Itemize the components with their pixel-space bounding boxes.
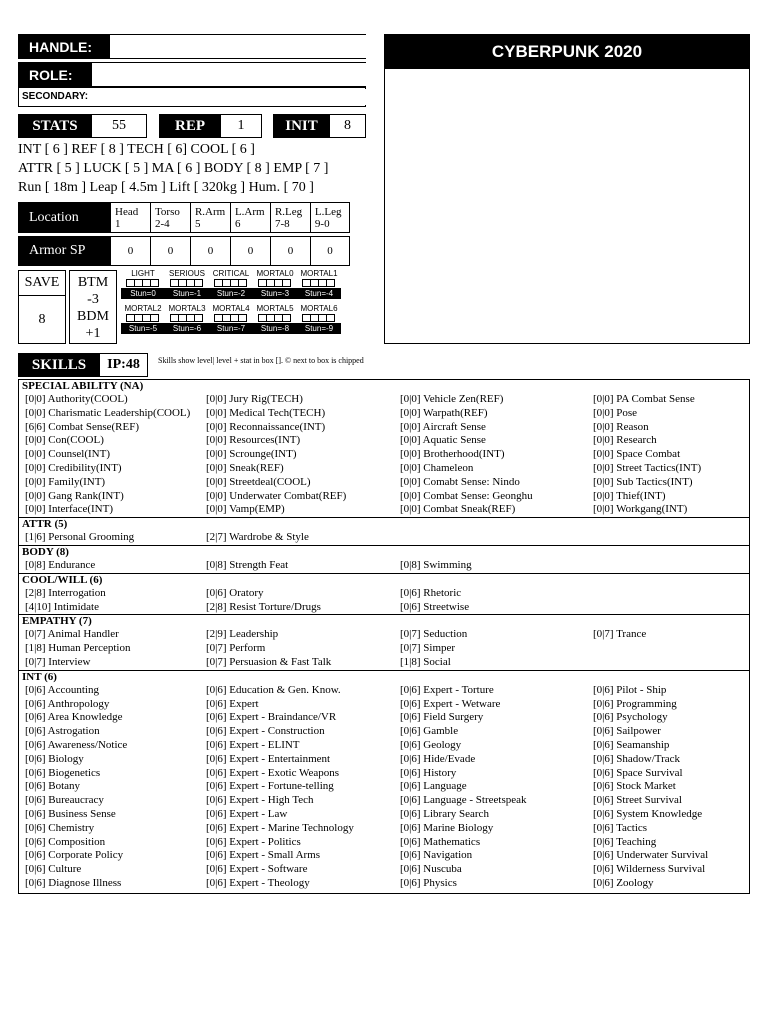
stun-value: Stun=-3 (253, 288, 297, 299)
skill-item[interactable]: [0|0] Combat Sense: Geonghu (400, 489, 533, 502)
skill-item[interactable]: [0|6] Language - Streetspeak (400, 794, 527, 807)
skill-item[interactable]: [0|6] Expert - Marine Technology (206, 821, 354, 834)
wound-checkboxes[interactable] (297, 314, 341, 322)
stun-value: Stun=-9 (297, 323, 341, 334)
skill-column (206, 531, 400, 545)
skill-item[interactable]: [0|0] Reason (593, 420, 649, 433)
skill-column (25, 559, 206, 573)
skill-item[interactable]: [0|7] Persuasion & Fast Talk (206, 655, 332, 668)
wound-label: MORTAL4 (212, 304, 250, 313)
skill-item[interactable]: [2|7] Wardrobe & Style (206, 531, 309, 544)
wound-boxes-2 (121, 314, 341, 322)
secondary-input[interactable] (99, 89, 371, 105)
skill-item[interactable]: [0|6] Geology (400, 738, 462, 751)
skill-item[interactable]: [0|6] Culture (25, 863, 82, 876)
wound-label: MORTAL3 (168, 304, 206, 313)
armor-row (18, 236, 350, 266)
skill-item[interactable]: [0|0] Pose (593, 406, 638, 419)
skill-section (19, 545, 749, 573)
wound-track-row-2 (121, 304, 341, 334)
stun-row-2 (121, 323, 341, 334)
skill-column (400, 393, 593, 517)
skills-table (18, 379, 750, 894)
handle-row (18, 34, 366, 59)
skill-item[interactable]: [0|6] Expert - Fortune-telling (206, 780, 334, 793)
role-input[interactable] (92, 63, 377, 86)
skill-item[interactable]: [0|6] History (400, 766, 457, 779)
skill-column (206, 393, 400, 517)
skill-column (400, 684, 593, 891)
skills-header (18, 353, 148, 377)
skill-item[interactable]: [0|0] PA Combat Sense (593, 393, 695, 405)
stat-line-3: Run [ 18m ] Leap [ 4.5m ] Lift [ 320kg ] Hum. [ 70 ] (18, 180, 314, 195)
skill-column (593, 393, 755, 517)
wound-checkboxes[interactable] (165, 314, 209, 322)
ip-value: IP:48 (100, 354, 147, 376)
stun-value: Stun=0 (121, 288, 165, 299)
skill-item[interactable]: [0|6] Zoology (593, 876, 654, 889)
wound-checkboxes[interactable] (165, 279, 209, 287)
skill-item[interactable]: [0|0] Scrounge(INT) (206, 448, 297, 461)
skill-section-title: EMPATHY (7) (22, 615, 92, 628)
skill-item[interactable]: [0|8] Endurance (25, 558, 96, 571)
wound-label: CRITICAL (212, 269, 250, 278)
skill-item[interactable]: [0|0] Reconnaissance(INT) (206, 420, 326, 433)
skill-column (206, 628, 400, 669)
skill-section-title: ATTR (5) (22, 518, 68, 531)
skills-label: SKILLS (31, 356, 87, 373)
skill-item[interactable]: [0|0] Interface(INT) (25, 503, 114, 516)
skill-item[interactable]: [0|0] Research (593, 434, 657, 447)
skill-column (206, 684, 400, 891)
skill-item[interactable]: [2|8] Resist Torture/Drugs (206, 600, 321, 613)
stun-value: Stun=-5 (121, 323, 165, 334)
skill-item[interactable]: [0|6] Awareness/Notice (25, 738, 128, 751)
skill-item[interactable]: [0|6] Bureaucracy (25, 794, 104, 807)
skill-column (25, 531, 206, 545)
skill-item[interactable]: [0|6] Seamanship (593, 738, 670, 751)
skill-item[interactable]: [6|6] Combat Sense(REF) (25, 420, 140, 433)
skill-item[interactable]: [0|6] Library Search (400, 807, 489, 820)
skill-section (19, 517, 749, 545)
skill-item[interactable]: [0|7] Interview (25, 655, 91, 668)
wound-checkboxes[interactable] (209, 279, 253, 287)
skill-column (206, 587, 400, 615)
skill-item[interactable]: [0|0] Con(COOL) (25, 434, 104, 447)
skill-item[interactable]: [0|6] Field Surgery (400, 711, 484, 724)
skill-item[interactable]: [0|0] Street Tactics(INT) (593, 461, 702, 474)
wound-label: MORTAL5 (256, 304, 294, 313)
skill-item[interactable]: [0|6] Expert - Law (206, 807, 288, 820)
skill-item[interactable]: [1|8] Human Perception (25, 642, 131, 655)
skill-item[interactable]: [0|6] Sailpower (593, 725, 661, 738)
skill-item[interactable]: [0|0] Vamp(EMP) (206, 503, 285, 516)
skill-section (19, 670, 749, 891)
skill-item[interactable]: [4|10] Intimidate (25, 600, 99, 613)
skill-column (593, 628, 755, 669)
skill-item[interactable]: [0|6] Underwater Survival (593, 849, 709, 862)
skill-item[interactable]: [2|9] Leadership (206, 628, 279, 641)
init-box (273, 114, 366, 138)
location-r-arm: R.Arm 5 (190, 203, 230, 232)
skill-item[interactable]: [0|0] Sub Tactics(INT) (593, 475, 693, 488)
skill-grid (19, 587, 749, 615)
skill-item[interactable]: [0|6] Stock Market (593, 780, 676, 793)
skill-sections (19, 380, 749, 891)
skill-item[interactable]: [0|6] Language (400, 780, 467, 793)
stun-value: Stun=-7 (209, 323, 253, 334)
skill-column (206, 559, 400, 573)
skill-item[interactable]: [0|6] Anthropology (25, 697, 110, 710)
wound-label: LIGHT (131, 269, 155, 278)
location-l-leg: L.Leg 9-0 (310, 203, 349, 232)
skill-item[interactable]: [0|6] Expert - Small Arms (206, 849, 321, 862)
skill-item[interactable]: [0|0] Counsel(INT) (25, 448, 110, 461)
skill-section-title: COOL/WILL (6) (22, 573, 103, 586)
skill-item[interactable]: [0|7] Simper (400, 642, 456, 655)
skill-column (593, 587, 755, 615)
btm-bdm-box (69, 270, 117, 344)
skill-item[interactable]: [0|6] Expert - Construction (206, 725, 325, 738)
skill-section (19, 573, 749, 615)
skill-item[interactable]: [0|0] Charismatic Leadership(COOL) (25, 406, 191, 419)
skills-note: Skills show level| level + stat in box []. © next to box is chipped (158, 356, 364, 365)
btm-value: -3 (87, 292, 99, 307)
wound-checkboxes[interactable] (253, 279, 297, 287)
wound-checkboxes[interactable] (209, 314, 253, 322)
role-label: ROLE: (29, 66, 73, 83)
skill-item[interactable]: [0|6] Psychology (593, 711, 668, 724)
save-value: 8 (38, 312, 46, 327)
wound-checkboxes[interactable] (121, 279, 165, 287)
skill-item[interactable]: [0|6] Tactics (593, 821, 648, 834)
skill-item[interactable]: [0|0] Comabt Sense: Nindo (400, 475, 520, 488)
location-head: Head 1 (110, 203, 150, 232)
stat-line-1: INT [ 6 ] REF [ 8 ] TECH [ 6] COOL [ 6 ] (18, 142, 255, 157)
wound-track-row-1 (121, 269, 341, 299)
skill-item[interactable]: [0|6] Business Sense (25, 807, 116, 820)
location-r-leg: R.Leg 7-8 (270, 203, 310, 232)
secondary-label: SECONDARY: (22, 91, 89, 102)
location-torso: Torso 2-4 (150, 203, 190, 232)
armor-torso[interactable]: 0 (150, 237, 190, 265)
skill-item[interactable]: [0|6] Oratory (206, 586, 264, 599)
skill-column (593, 684, 755, 891)
skill-item[interactable]: [0|0] Jury Rig(TECH) (206, 393, 303, 405)
skill-item[interactable]: [0|6] Expert - Exotic Weapons (206, 766, 340, 779)
stats-label: STATS (32, 117, 78, 134)
skill-item[interactable]: [0|6] Diagnose Illness (25, 876, 122, 889)
skill-item[interactable]: [0|6] Space Survival (593, 766, 683, 779)
wound-label: SERIOUS (168, 269, 205, 278)
save-box (18, 270, 66, 344)
wound-label: MORTAL1 (300, 269, 338, 278)
skill-item[interactable]: [0|0] Family(INT) (25, 475, 106, 488)
skill-item[interactable]: [0|0] Chameleon (400, 461, 474, 474)
skill-item[interactable]: [1|8] Social (400, 655, 451, 668)
stun-value: Stun=-6 (165, 323, 209, 334)
wound-checkboxes[interactable] (121, 314, 165, 322)
rep-label: REP (175, 117, 205, 134)
skill-item[interactable]: [0|7] Perform (206, 642, 266, 655)
skill-item[interactable]: [0|6] Programming (593, 697, 677, 710)
skill-column (25, 628, 206, 669)
skill-item[interactable]: [0|6] System Knowledge (593, 807, 703, 820)
skill-column (25, 587, 206, 615)
skill-item[interactable]: [0|6] Botany (25, 780, 81, 793)
init-label: INIT (285, 117, 318, 134)
skill-item[interactable]: [0|7] Animal Handler (25, 628, 119, 641)
skill-item[interactable]: [0|0] Warpath(REF) (400, 406, 488, 419)
skill-item[interactable]: [2|8] Interrogation (25, 586, 106, 599)
skill-grid (19, 531, 749, 545)
wound-labels-1 (121, 269, 341, 278)
armor-label: Armor SP (19, 237, 110, 265)
skill-grid (19, 684, 749, 891)
skill-section-title: SPECIAL ABILITY (NA) (22, 380, 144, 392)
armor-r-leg[interactable]: 0 (270, 237, 310, 265)
skill-item[interactable]: [0|0] Streetdeal(COOL) (206, 475, 311, 488)
skill-item[interactable]: [0|6] Teaching (593, 835, 657, 848)
skill-item[interactable]: [0|6] Expert - Torture (400, 683, 494, 696)
skill-item[interactable]: [0|0] Combat Sneak(REF) (400, 503, 516, 516)
skill-item[interactable]: [0|0] Authority(COOL) (25, 393, 128, 405)
stat-line-2: ATTR [ 5 ] LUCK [ 5 ] MA [ 6 ] BODY [ 8 ] EMP [ 7 ] (18, 161, 329, 176)
skill-item[interactable]: [0|7] Seduction (400, 628, 468, 641)
skill-item[interactable]: [0|6] Composition (25, 835, 106, 848)
stun-row-1 (121, 288, 341, 299)
skill-item[interactable]: [0|6] Nuscuba (400, 863, 462, 876)
skill-section (19, 614, 749, 669)
skill-item[interactable]: [0|6] Expert - Politics (206, 835, 301, 848)
skill-item[interactable]: [1|6] Personal Grooming (25, 531, 135, 544)
skill-item[interactable]: [0|6] Street Survival (593, 794, 682, 807)
skill-item[interactable]: [0|6] Marine Biology (400, 821, 494, 834)
skill-column (593, 531, 755, 545)
stun-value: Stun=-1 (165, 288, 209, 299)
wound-label: MORTAL6 (300, 304, 338, 313)
skill-item[interactable]: [0|0] Underwater Combat(REF) (206, 489, 347, 502)
handle-label: HANDLE: (29, 38, 92, 55)
skill-section-title: INT (6) (22, 670, 57, 683)
skill-column (400, 559, 593, 573)
init-value: 8 (330, 115, 365, 137)
skill-item[interactable]: [0|6] Expert - Wetware (400, 697, 501, 710)
skill-item[interactable]: [0|0] Medical Tech(TECH) (206, 406, 326, 419)
bdm-label: BDM (77, 309, 109, 324)
skill-item[interactable]: [0|7] Trance (593, 628, 647, 641)
skill-item[interactable]: [0|6] Gamble (400, 725, 459, 738)
skill-item[interactable]: [0|0] Thief(INT) (593, 489, 666, 502)
skill-item[interactable]: [0|6] Pilot - Ship (593, 683, 667, 696)
skill-item[interactable]: [0|6] Shadow/Track (593, 752, 681, 765)
skill-item[interactable]: [0|6] Expert - Theology (206, 876, 310, 889)
stats-box (18, 114, 147, 138)
skill-column (593, 559, 755, 573)
skill-item[interactable]: [0|6] Expert - ELINT (206, 738, 300, 751)
stun-value: Stun=-4 (297, 288, 341, 299)
skill-item[interactable]: [0|6] Expert - Entertainment (206, 752, 331, 765)
skill-item[interactable]: [0|6] Mathematics (400, 835, 481, 848)
skill-section-title: BODY (8) (22, 545, 69, 558)
skill-item[interactable]: [0|6] Biogenetics (25, 766, 101, 779)
skill-item[interactable]: [0|8] Swimming (400, 558, 472, 571)
handle-input[interactable] (110, 35, 377, 58)
skill-item[interactable]: [0|6] Education & Gen. Know. (206, 683, 341, 696)
skill-grid (19, 628, 749, 669)
skill-item[interactable]: [0|6] Accounting (25, 683, 99, 696)
wound-label: MORTAL2 (124, 304, 162, 313)
location-label: Location (19, 203, 110, 232)
skill-item[interactable]: [0|0] Space Combat (593, 448, 681, 461)
armor-columns (110, 237, 349, 265)
secondary-row (18, 87, 366, 107)
armor-r-arm[interactable]: 0 (190, 237, 230, 265)
skill-item[interactable]: [0|6] Streetwise (400, 600, 470, 613)
skill-item[interactable]: [0|6] Expert - Software (206, 863, 308, 876)
skill-item[interactable]: [0|0] Aquatic Sense (400, 434, 486, 447)
skill-item[interactable]: [0|0] Gang Rank(INT) (25, 489, 124, 502)
skill-item[interactable]: [0|6] Rhetoric (400, 586, 462, 599)
game-title: CYBERPUNK 2020 (384, 34, 750, 69)
location-columns (110, 203, 349, 232)
skill-item[interactable]: [0|6] Chemistry (25, 821, 95, 834)
wound-boxes-1 (121, 279, 341, 287)
skill-item[interactable]: [0|6] Navigation (400, 849, 473, 862)
skill-item[interactable]: [0|6] Expert - Braindance/VR (206, 711, 337, 724)
rep-box (159, 114, 262, 138)
skill-item[interactable]: [0|0] Resources(INT) (206, 434, 301, 447)
rep-value: 1 (221, 115, 261, 137)
skill-item[interactable]: [0|6] Area Knowledge (25, 711, 123, 724)
stun-value: Stun=-8 (253, 323, 297, 334)
skill-item[interactable]: [0|6] Physics (400, 876, 457, 889)
skill-item[interactable]: [0|0] Credibility(INT) (25, 461, 122, 474)
skill-column (25, 393, 206, 517)
skill-item[interactable]: [0|0] Workgang(INT) (593, 503, 688, 516)
armor-head[interactable]: 0 (110, 237, 150, 265)
skill-grid (19, 559, 749, 573)
skill-grid (19, 393, 749, 517)
skill-item[interactable]: [0|6] Expert (206, 697, 259, 710)
bdm-value: +1 (85, 326, 101, 341)
armor-l-arm[interactable]: 0 (230, 237, 270, 265)
skill-item[interactable]: [0|0] Brotherhood(INT) (400, 448, 505, 461)
role-row (18, 62, 366, 87)
btm-label: BTM (77, 275, 109, 290)
skill-item[interactable]: [0|8] Strength Feat (206, 558, 289, 571)
skill-column (400, 531, 593, 545)
skill-item[interactable]: [0|6] Expert - High Tech (206, 794, 314, 807)
skill-column (25, 684, 206, 891)
location-row (18, 202, 350, 233)
stats-value: 55 (92, 115, 146, 137)
notes-area[interactable] (384, 68, 750, 344)
skill-item[interactable]: [0|0] Aircraft Sense (400, 420, 486, 433)
skill-item[interactable]: [0|6] Hide/Evade (400, 752, 476, 765)
wound-labels-2 (121, 304, 341, 313)
skill-section (19, 380, 749, 517)
skill-column (400, 628, 593, 669)
wound-label: MORTAL0 (256, 269, 294, 278)
stun-value: Stun=-2 (209, 288, 253, 299)
wound-checkboxes[interactable] (253, 314, 297, 322)
armor-l-leg[interactable]: 0 (310, 237, 349, 265)
skill-item[interactable]: [0|6] Biology (25, 752, 84, 765)
location-l-arm: L.Arm 6 (230, 203, 270, 232)
skill-item[interactable]: [0|0] Sneak(REF) (206, 461, 284, 474)
wound-checkboxes[interactable] (297, 279, 341, 287)
skill-item[interactable]: [0|6] Corporate Policy (25, 849, 124, 862)
skill-column (400, 587, 593, 615)
skill-item[interactable]: [0|0] Vehicle Zen(REF) (400, 393, 504, 405)
save-label: SAVE (19, 271, 65, 296)
skill-item[interactable]: [0|6] Astrogation (25, 725, 100, 738)
skill-item[interactable]: [0|6] Wilderness Survival (593, 863, 706, 876)
